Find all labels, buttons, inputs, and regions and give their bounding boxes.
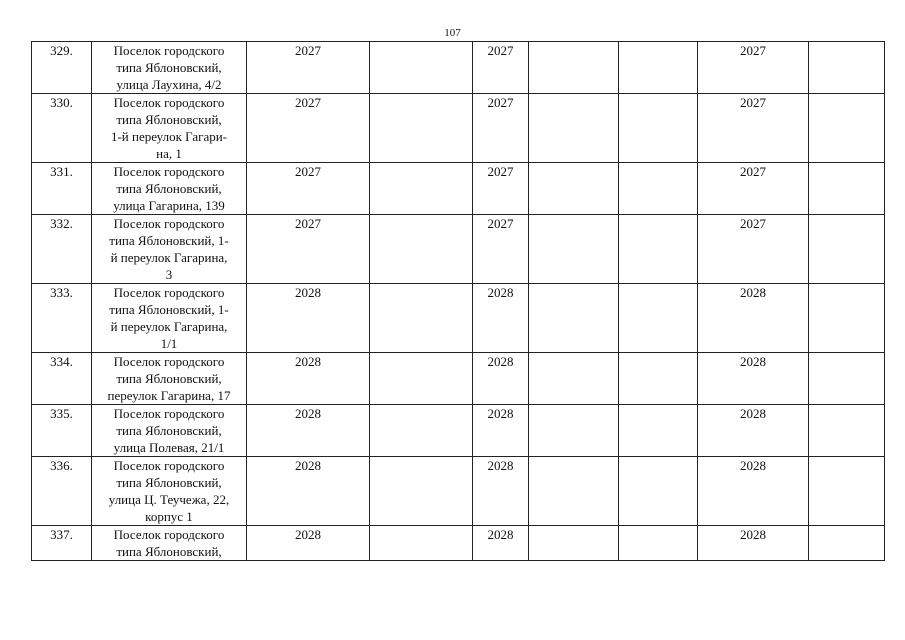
year-value: 2027 [740,216,766,231]
address-line: Поселок городского [113,406,225,421]
year-cell [247,94,370,163]
year-cell [698,215,809,284]
year-cell [698,284,809,353]
year-value: 2028 [740,285,766,300]
address-cell [92,163,247,215]
address-cell [92,284,247,353]
address-line: улица Полевая, 21/1 [113,440,225,455]
address-line: типа Яблоновский, [116,544,222,559]
address-line: переулок Гагарина, 17 [107,388,231,403]
empty-cell [619,215,698,284]
row-number-cell: 337. [32,526,92,561]
year-cell [473,405,529,457]
year-cell [698,526,809,561]
address-cell [92,353,247,405]
year-value: 2028 [487,527,514,542]
year-cell [247,353,370,405]
empty-cell [529,215,619,284]
year-value: 2028 [487,458,514,473]
address-line: улица Ц. Теучежа, 22, [108,492,230,507]
table-row [32,215,885,284]
address-line: 1/1 [160,336,178,351]
row-number-cell: 335. [32,405,92,457]
empty-cell [619,457,698,526]
address-cell [92,405,247,457]
year-value: 2027 [487,95,514,110]
year-value: 2027 [295,164,321,179]
year-value: 2028 [740,354,766,369]
empty-cell [370,284,473,353]
year-value: 2028 [740,406,766,421]
year-cell [247,405,370,457]
empty-cell [809,526,885,561]
year-value: 2028 [487,406,514,421]
year-cell [698,42,809,94]
year-cell [473,457,529,526]
empty-cell [529,457,619,526]
year-value: 2028 [487,354,514,369]
address-line: 1-й переулок Гагари- [110,129,228,144]
address-line: й переулок Гагарина, [110,250,228,265]
empty-cell [529,353,619,405]
year-cell [473,353,529,405]
address-line: Поселок городского [113,95,225,110]
table-body [32,42,885,561]
year-cell [473,215,529,284]
year-cell [698,457,809,526]
row-number-cell: 336. [32,457,92,526]
address-line: Поселок городского [113,164,225,179]
address-line: типа Яблоновский, [116,475,222,490]
year-cell [247,42,370,94]
year-cell [247,457,370,526]
table-row [32,457,885,526]
row-number-cell: 330. [32,94,92,163]
empty-cell [529,163,619,215]
year-cell [247,163,370,215]
table-row [32,94,885,163]
empty-cell [370,215,473,284]
empty-cell [619,94,698,163]
address-cell [92,94,247,163]
empty-cell [809,94,885,163]
year-value: 2028 [740,527,766,542]
table-row [32,163,885,215]
address-line: улица Лаухина, 4/2 [116,77,222,92]
year-value: 2028 [295,406,321,421]
year-value: 2028 [740,458,766,473]
empty-cell [809,457,885,526]
address-line: й переулок Гагарина, [110,319,228,334]
empty-cell [619,405,698,457]
empty-cell [809,405,885,457]
empty-cell [370,163,473,215]
address-line: Поселок городского [113,458,225,473]
year-value: 2028 [295,527,321,542]
empty-cell [619,353,698,405]
year-value: 2028 [295,458,321,473]
year-value: 2028 [487,285,514,300]
address-line: Поселок городского [113,216,225,231]
empty-cell [370,526,473,561]
page-number: 107 [444,27,461,39]
year-value: 2027 [487,43,514,58]
address-line: 3 [165,267,173,282]
year-cell [247,215,370,284]
address-line: Поселок городского [113,527,225,542]
address-line: типа Яблоновский, [116,371,222,386]
year-cell [473,284,529,353]
empty-cell [809,353,885,405]
address-line: Поселок городского [113,285,225,300]
row-number-cell: 334. [32,353,92,405]
empty-cell [809,215,885,284]
empty-cell [529,94,619,163]
row-number-cell: 332. [32,215,92,284]
year-cell [698,353,809,405]
year-value: 2027 [295,95,321,110]
address-cell [92,42,247,94]
empty-cell [619,163,698,215]
address-line: на, 1 [156,146,182,161]
year-value: 2028 [295,354,321,369]
address-line: Поселок городского [113,354,225,369]
empty-cell [370,457,473,526]
empty-cell [529,42,619,94]
year-cell [247,284,370,353]
empty-cell [809,42,885,94]
empty-cell [619,284,698,353]
address-line: корпус 1 [145,509,193,524]
empty-cell [809,284,885,353]
empty-cell [619,526,698,561]
address-line: типа Яблоновский, [116,181,222,196]
empty-cell [370,405,473,457]
year-value: 2027 [487,164,514,179]
table-row [32,42,885,94]
empty-cell [619,42,698,94]
year-cell [247,526,370,561]
table-row [32,353,885,405]
empty-cell [370,94,473,163]
empty-cell [529,405,619,457]
address-line: типа Яблоновский, 1- [109,233,229,248]
year-cell [473,163,529,215]
table-row [32,284,885,353]
empty-cell [809,163,885,215]
year-value: 2027 [295,43,321,58]
year-value: 2027 [487,216,514,231]
row-number-cell: 329. [32,42,92,94]
address-line: улица Гагарина, 139 [113,198,225,213]
empty-cell [370,42,473,94]
empty-cell [529,284,619,353]
year-cell [473,94,529,163]
year-value: 2027 [740,164,766,179]
year-value: 2027 [295,216,321,231]
row-number-cell: 333. [32,284,92,353]
year-cell [698,94,809,163]
year-cell [473,42,529,94]
housing-schedule-table [31,41,885,561]
address-line: типа Яблоновский, [116,60,222,75]
table-row [32,405,885,457]
year-value: 2027 [740,43,766,58]
address-line: типа Яблоновский, 1- [109,302,229,317]
year-value: 2027 [740,95,766,110]
empty-cell [370,353,473,405]
address-cell [92,457,247,526]
address-line: типа Яблоновский, [116,112,222,127]
address-line: типа Яблоновский, [116,423,222,438]
year-cell [698,405,809,457]
table-row [32,526,885,561]
year-value: 2028 [295,285,321,300]
year-cell [473,526,529,561]
address-cell [92,526,247,561]
row-number-cell: 331. [32,163,92,215]
address-cell [92,215,247,284]
empty-cell [529,526,619,561]
year-cell [698,163,809,215]
address-line: Поселок городского [113,43,225,58]
